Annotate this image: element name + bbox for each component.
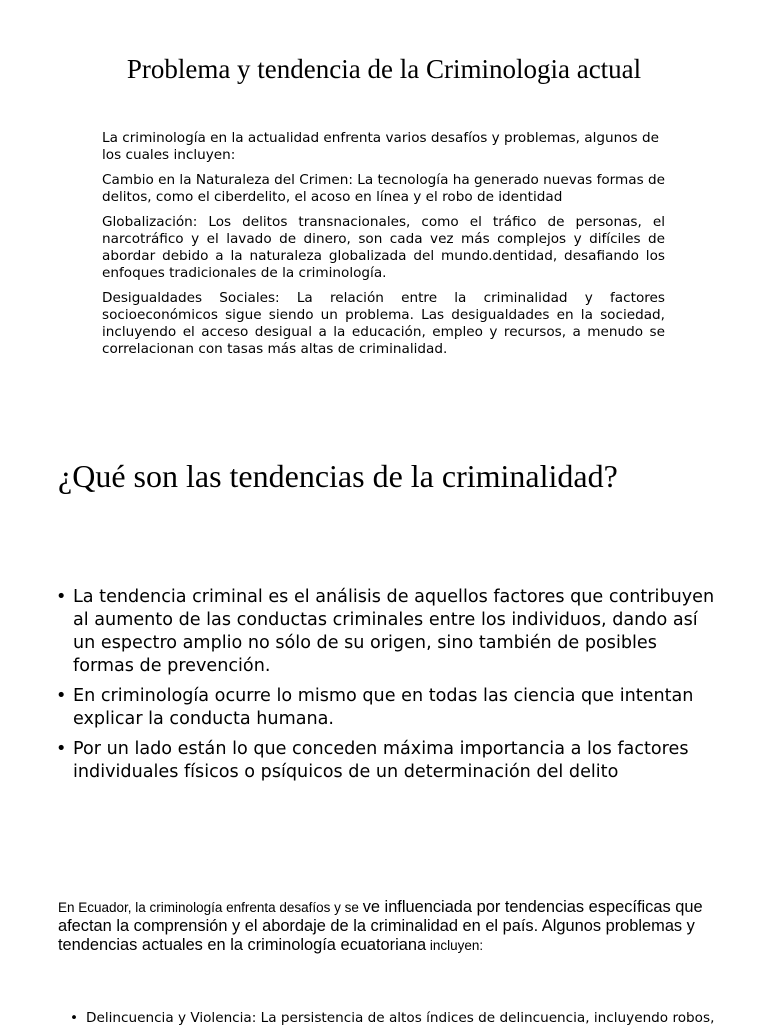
bullet-icon: • (70, 1010, 79, 1026)
slide-title: ¿Qué son las tendencias de la criminalidad? (58, 458, 618, 494)
section-title: Problema y tendencia de la Criminologia actual (126, 54, 642, 84)
paragraph-globalization: Globalización: Los delitos transnacionales, como el tráfico de personas, el narcotráfico y el lavado de dinero, son cada vez más complejos y difíciles de abordar debido a la naturaleza globalizada del mundo.dentidad, desafiando los enfoques tradicionales de la criminología. (102, 214, 665, 281)
list-item (56, 738, 716, 784)
bullet-list (70, 1010, 730, 1027)
paragraph-crime-nature: Cambio en la Naturaleza del Crimen: La tecnología ha generado nuevas formas de delitos, como el ciberdelito, el acoso en línea y el robo de identidad (102, 172, 665, 205)
list-item (56, 685, 716, 731)
list-item-text: En criminología ocurre lo mismo que en todas las ciencia que intentan explicar la conducta humana. (73, 686, 694, 729)
list-item-text: La tendencia criminal es el análisis de aquellos factores que contribuyen al aumento de las conductas criminales entre los individuos, dando así un espectro amplio no sólo de su origen, sino también de posibles formas de prevención. (73, 587, 715, 676)
emphasis-text: ve influenciada por tendencias específicas que afectan la comprensión y el abordaje de la criminalidad en el país. Algunos problemas y tendencias actuales en la criminología ecuatoriana (58, 898, 703, 954)
list-item-text: Delincuencia y Violencia: La persistencia de altos índices de delincuencia, incluyendo robos, (86, 1010, 715, 1026)
section-body (102, 130, 665, 366)
ecuador-paragraph (58, 898, 718, 955)
bullet-icon: • (56, 686, 67, 706)
bullet-list (56, 586, 716, 791)
list-item-text: Por un lado están lo que conceden máxima importancia a los factores individuales físicos o psíquicos de un determinación del delito (73, 739, 689, 782)
list-item (56, 586, 716, 678)
intro-paragraph: La criminología en la actualidad enfrenta varios desafíos y problemas, algunos de los cuales incluyen: (102, 130, 659, 163)
bullet-icon: • (56, 587, 67, 607)
lead-text: En Ecuador, la criminología enfrenta desafíos y se (58, 900, 363, 915)
paragraph-inequality: Desigualdades Sociales: La relación entre la criminalidad y factores socioeconómicos sigue siendo un problema. Las desigualdades en la sociedad, incluyendo el acceso desigual a la educación, empleo y recursos, a menudo se correlacionan con tasas más altas de criminalidad. (102, 290, 665, 357)
tail-text: incluyen: (426, 938, 484, 953)
list-item (70, 1010, 730, 1027)
bullet-icon: • (56, 739, 67, 759)
